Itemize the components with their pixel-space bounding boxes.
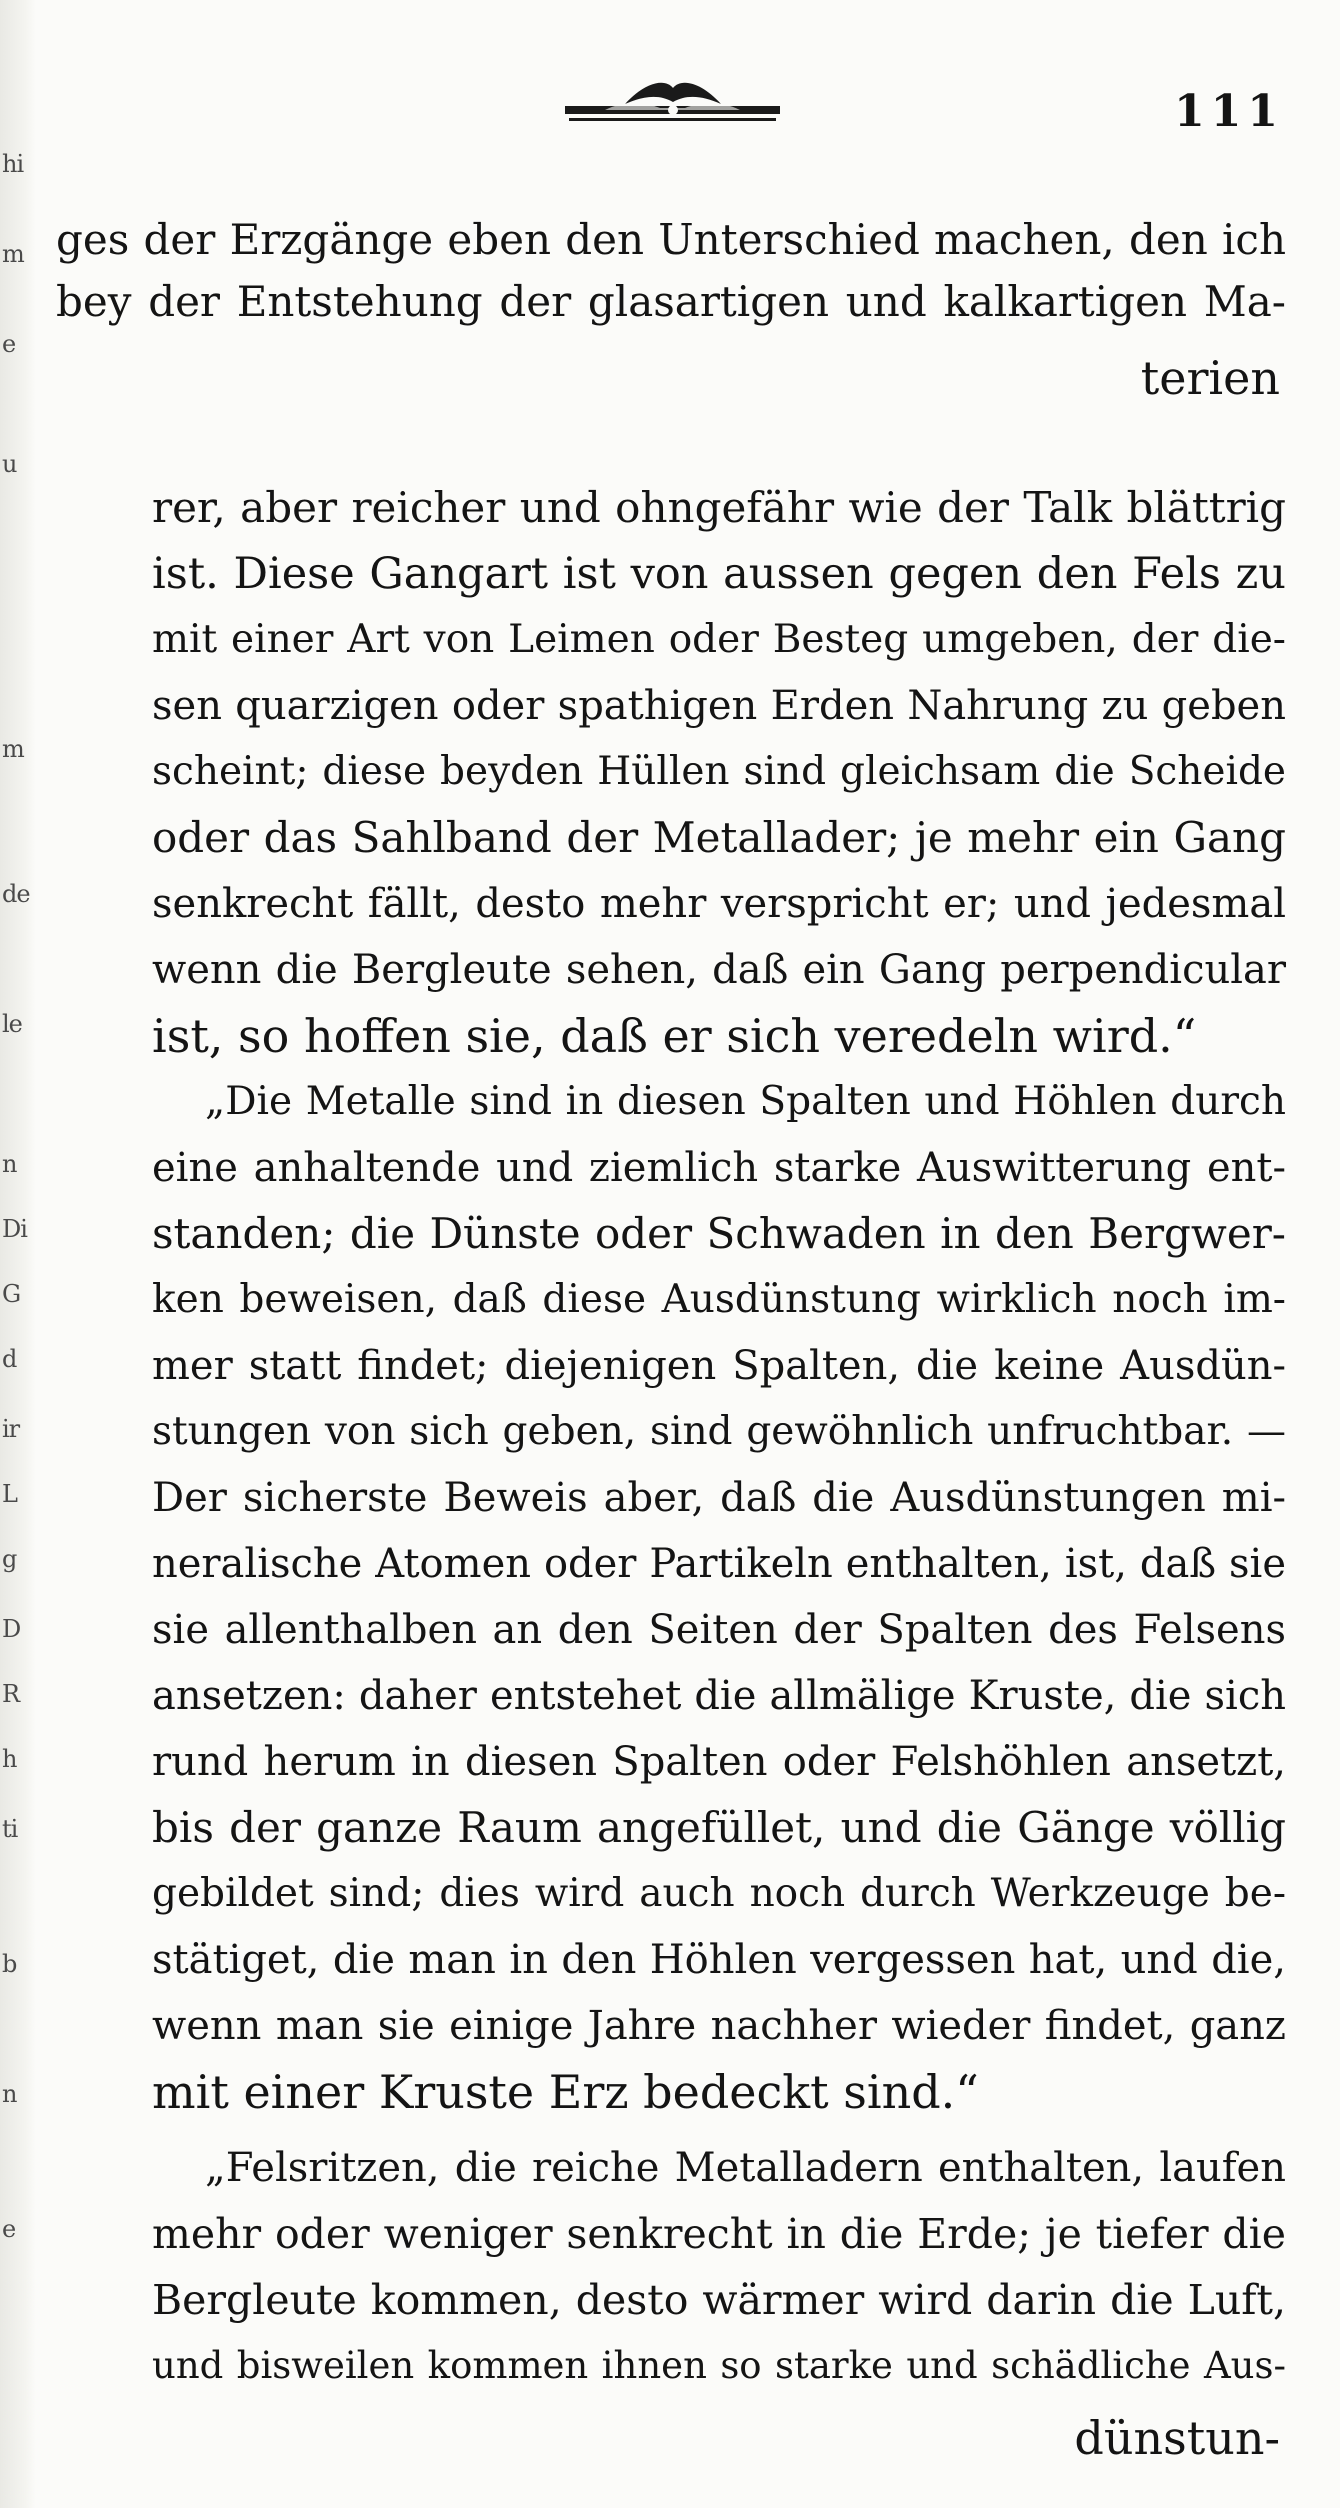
catchword: dünstun-: [1074, 2411, 1280, 2465]
bleed-fragment: u: [2, 450, 17, 478]
bleed-fragment: h: [2, 1745, 17, 1773]
text-line: „Felsritzen, die reiche Metalladern enthalten, laufen: [205, 2145, 1286, 2191]
text-line: stätiget, die man in den Höhlen vergessen hat, und die,: [152, 1937, 1286, 1983]
text-line: gebildet sind; dies wird auch noch durch Werkzeuge be-: [152, 1871, 1286, 1916]
text-line: standen; die Dünste oder Schwaden in den Bergwer-: [152, 1209, 1286, 1258]
bleed-fragment: Di: [2, 1215, 27, 1243]
decorative-vignette-icon: [565, 74, 780, 134]
text-line: wenn man sie einige Jahre nachher wieder findet, ganz: [152, 2003, 1286, 2049]
bleed-fragment: n: [2, 1150, 17, 1178]
bleed-fragment: L: [2, 1480, 17, 1508]
text-line: mer statt findet; diejenigen Spalten, die keine Ausdün-: [152, 1343, 1286, 1389]
bleed-fragment: d: [2, 1345, 17, 1373]
bleed-fragment: de: [2, 880, 30, 908]
bleed-fragment: hi: [2, 150, 24, 178]
text-line: ansetzen: daher entstehet die allmälige Kruste, die sich: [152, 1673, 1286, 1719]
bleed-fragment: le: [2, 1010, 22, 1038]
text-line: mehr oder weniger senkrecht in die Erde; je tiefer die: [152, 2210, 1286, 2258]
bleed-fragment: m: [2, 735, 24, 763]
bleed-fragment: m: [2, 240, 24, 268]
text-line: bis der ganze Raum angefüllet, und die Gänge völlig: [152, 1803, 1286, 1852]
bleed-fragment: R: [2, 1680, 20, 1708]
text-line: scheint; diese beyden Hüllen sind gleichsam die Scheide: [152, 749, 1286, 794]
text-line: eine anhaltende und ziemlich starke Auswitterung ent-: [152, 1145, 1286, 1191]
bleed-fragment: ti: [2, 1815, 18, 1843]
bleed-fragment: G: [2, 1280, 21, 1308]
catchword: terien: [1140, 351, 1280, 405]
bleed-fragment: e: [2, 2215, 16, 2243]
text-line: senkrecht fällt, desto mehr verspricht er; und jedesmal: [152, 881, 1286, 927]
text-line: neralische Atomen oder Partikeln enthalten, ist, daß sie: [152, 1541, 1286, 1587]
text-line: „Die Metalle sind in diesen Spalten und Höhlen durch: [205, 1079, 1286, 1124]
text-line: sen quarzigen oder spathigen Erden Nahrung zu geben: [152, 683, 1286, 729]
bleed-fragment: D: [2, 1615, 21, 1643]
text-line: ken beweisen, daß diese Ausdünstung wirklich noch im-: [152, 1277, 1286, 1322]
text-line: mit einer Art von Leimen oder Besteg umgeben, der die-: [152, 617, 1286, 662]
text-line: rund herum in diesen Spalten oder Felshöhlen ansetzt,: [152, 1739, 1286, 1785]
text-line: sie allenthalben an den Seiten der Spalten des Felsens: [152, 1607, 1286, 1653]
text-line: Bergleute kommen, desto wärmer wird darin die Luft,: [152, 2276, 1286, 2324]
bleed-fragment: g: [2, 1545, 17, 1573]
text-line: wenn die Bergleute sehen, daß ein Gang perpendicular: [152, 947, 1286, 993]
text-line: bey der Entstehung der glasartigen und kalkartigen Ma-: [56, 277, 1286, 326]
text-line: mit einer Kruste Erz bedeckt sind.“: [152, 2065, 979, 2119]
bleed-fragment: e: [2, 330, 16, 358]
page-number: 111: [1174, 86, 1284, 137]
bleed-fragment: b: [2, 1950, 17, 1978]
text-line: oder das Sahlband der Metallader; je mehr ein Gang: [152, 813, 1286, 862]
bleed-fragment: n: [2, 2080, 17, 2108]
text-line: und bisweilen kommen ihnen so starke und schädliche Aus-: [152, 2344, 1286, 2387]
text-line: ges der Erzgänge eben den Unterschied machen, den ich: [56, 215, 1286, 264]
text-line: Der sicherste Beweis aber, daß die Ausdünstungen mi-: [152, 1475, 1286, 1521]
bleed-fragment: ir: [2, 1415, 20, 1443]
text-line: ist, so hoffen sie, daß er sich veredeln wird.“: [152, 1009, 1197, 1063]
facing-page-bleed: [0, 0, 36, 2508]
text-line: rer, aber reicher und ohngefähr wie der Talk blättrig: [152, 483, 1286, 532]
text-line: stungen von sich geben, sind gewöhnlich unfruchtbar. —: [152, 1409, 1286, 1454]
text-line: ist. Diese Gangart ist von aussen gegen den Fels zu: [152, 549, 1286, 599]
